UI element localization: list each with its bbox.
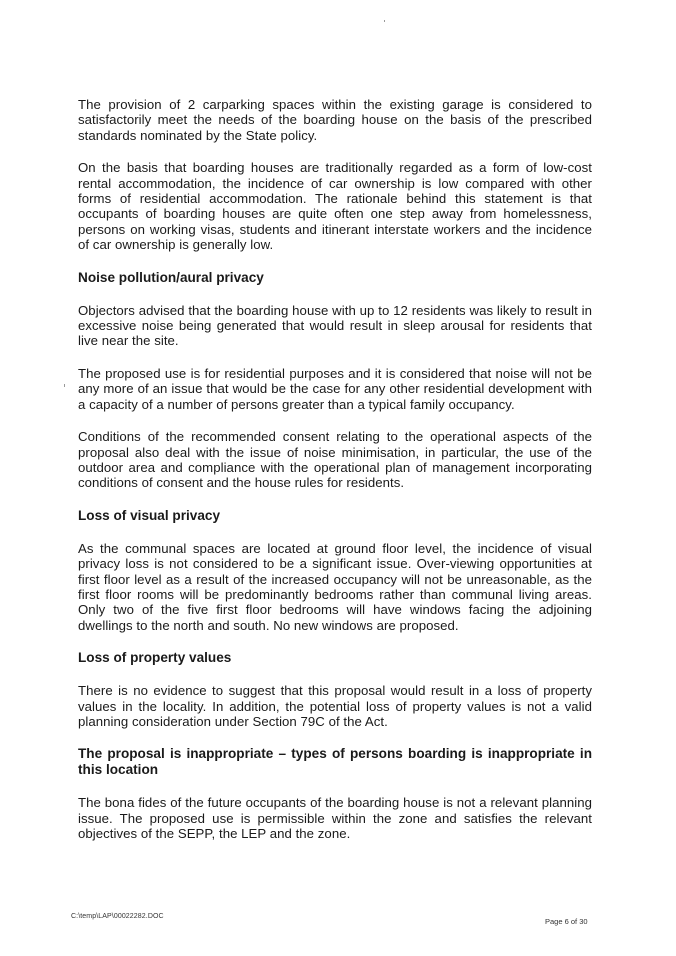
scan-speck [384,20,385,22]
paragraph-car-ownership: On the basis that boarding houses are traditionally regarded as a form of low-cost rental accommodation, the incidence of car ownership is low compared with other forms of residential accommodation. The rationale behind this statement is that occupants of boarding houses are quite often one step away from homelessness, persons on working visas, students and itinerant interstate workers and the incidence of car ownership is generally low. [78,160,592,253]
paragraph-property-values: There is no evidence to suggest that this proposal would result in a loss of property values in the locality. In addition, the potential loss of property values is not a valid planning consideration under Section 79C of the Act. [78,683,592,729]
paragraph-carparking: The provision of 2 carparking spaces within the existing garage is considered to satisfactorily meet the needs of the boarding house on the basis of the prescribed standards nominated by the State policy. [78,97,592,143]
paragraph-residential-purposes: The proposed use is for residential purposes and it is considered that noise will not be any more of an issue that would be the case for any other residential development with a capacity of a number of persons greater than a typical family occupancy. [78,365,592,412]
scan-speck [64,384,65,387]
heading-property-values: Loss of property values [78,650,232,666]
paragraph-bona-fides: The bona fides of the future occupants of the boarding house is not a relevant planning issue. The proposed use is permissible within the zone and satisfies the relevant objectives of the SEPP, the LEP and the zone. [78,795,592,842]
paragraph-consent-conditions: Conditions of the recommended consent relating to the operational aspects of the proposal also deal with the issue of noise minimisation, in particular, the use of the outdoor area and compliance with the operational plan of management incorporating conditions of consent and the house rules for residents. [78,429,592,491]
paragraph-visual-privacy: As the communal spaces are located at ground floor level, the incidence of visual privacy loss is not considered to be a significant issue. Over-viewing opportunities at first floor level as a result of the increased occupancy will not be unreasonable, as the first floor rooms will be predominantly bedrooms rather than communal living areas. Only two of the five first floor bedrooms will have windows facing the adjoining dwellings to the north and south. No new windows are proposed. [78,540,592,633]
heading-noise-pollution: Noise pollution/aural privacy [78,269,264,285]
footer-file-path: C:\temp\LAP\00022282.DOC [71,913,164,920]
heading-visual-privacy: Loss of visual privacy [78,507,221,523]
paragraph-objectors-noise: Objectors advised that the boarding house with up to 12 residents was likely to result in excessive noise being generated that would result in sleep arousal for residents that live near the site. [78,302,592,349]
document-body [78,97,592,859]
footer-page-number: Page 6 of 30 [545,917,588,926]
heading-inappropriate-proposal: The proposal is inappropriate – types of persons boarding is inappropriate in this location [78,746,592,778]
